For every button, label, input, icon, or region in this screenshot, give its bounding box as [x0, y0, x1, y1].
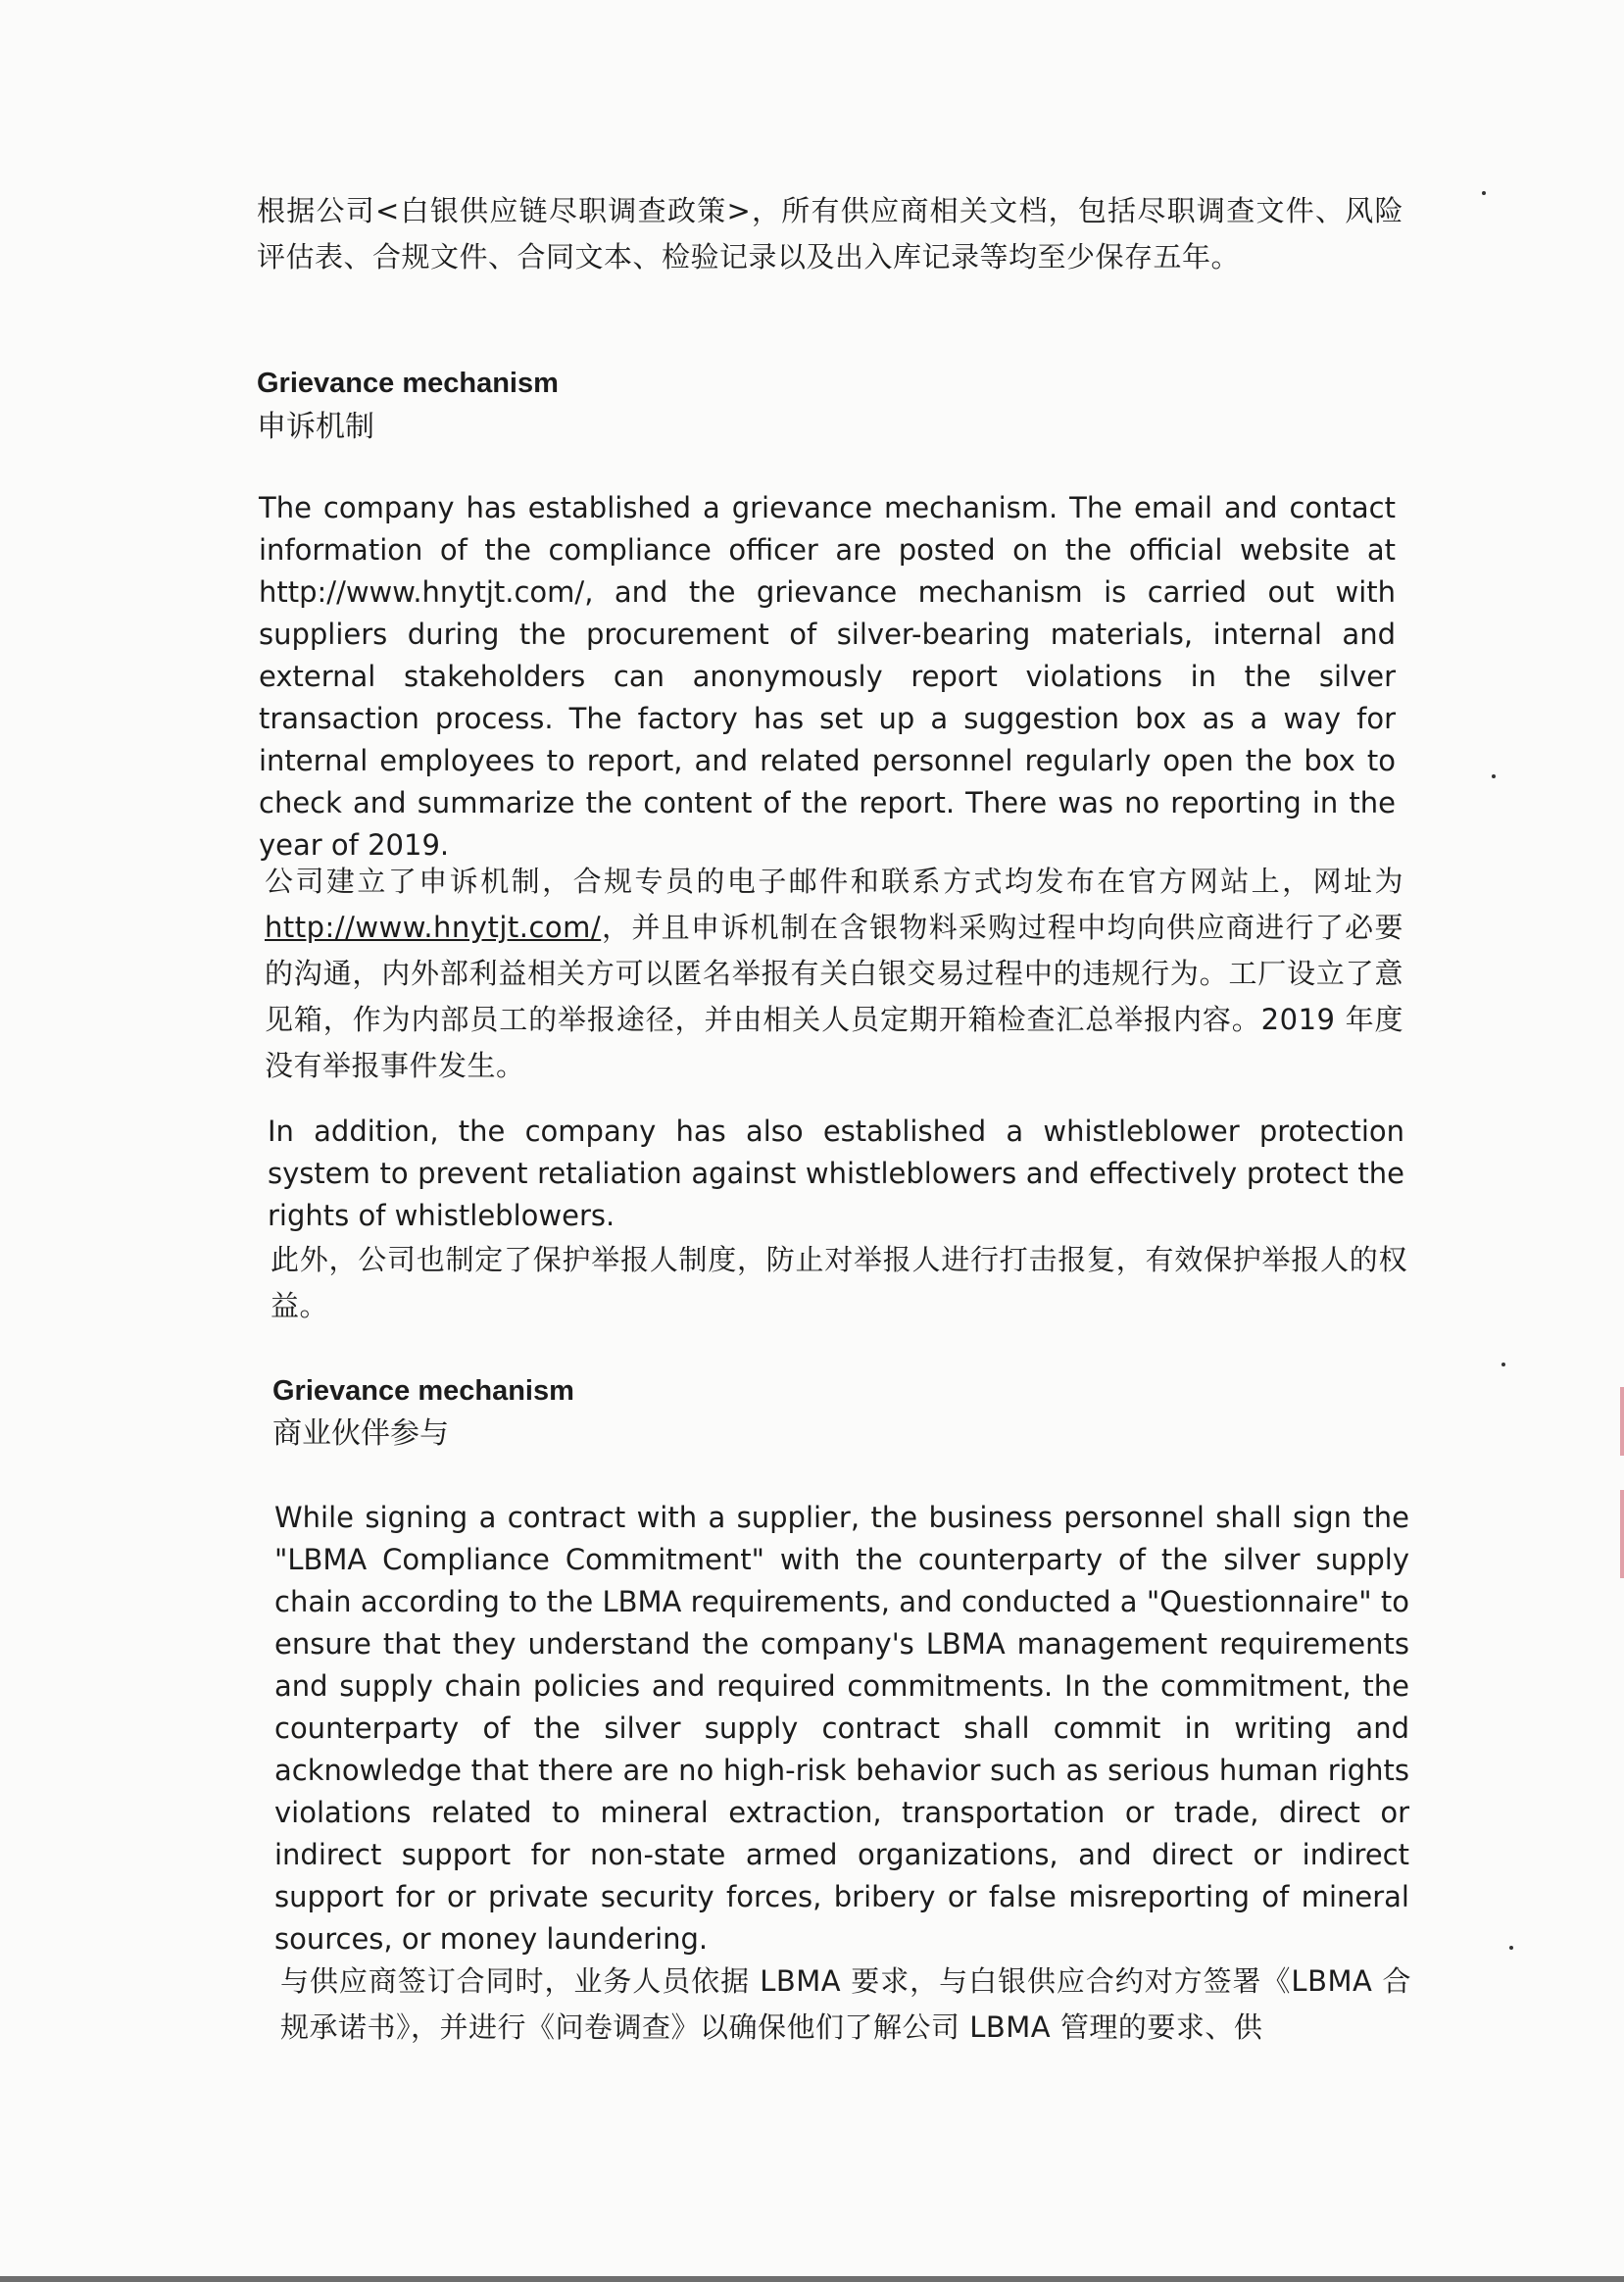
grievance-cn-text-1: 公司建立了申诉机制，合规专员的电子邮件和联系方式均发布在官方网站上，网址为	[265, 865, 1403, 898]
scan-bottom-edge	[0, 2276, 1624, 2282]
scan-speck	[1501, 1363, 1505, 1366]
grievance-paragraph-en: The company has established a grievance mechanism. The email and contact information of the compliance officer are posted on the official website at http://www.hnytjt.com/, and the grievance mechanism is carried out with suppliers during the procurement of silver-bearing materials, internal and external stakeholders can anonymously report violations in the silver transaction process. The factory has set up a suggestion box as a way for internal employees to report, and related personnel regularly open the box to check and summarize the content of the report. There was no reporting in the year of 2019.	[259, 491, 1396, 862]
scan-speck	[1492, 774, 1496, 778]
grievance-heading-cn: 申诉机制	[257, 410, 374, 444]
scan-edge-mark	[1620, 1490, 1624, 1578]
scan-speck	[1509, 1946, 1513, 1950]
grievance-heading-en: Grievance mechanism	[257, 368, 559, 399]
whistleblower-paragraph-cn: 此外，公司也制定了保护举报人制度，防止对举报人进行打击报复，有效保护举报人的权益。	[271, 1243, 1407, 1322]
website-link[interactable]: http://www.hnytjt.com/	[265, 911, 602, 944]
partner-heading-cn: 商业伙伴参与	[272, 1416, 449, 1451]
scan-speck	[1482, 191, 1486, 195]
grievance-cn-text-2: ，并且申诉机制在含银物料采购过程中均向供应商进行了必要的沟通，内外部利益相关方可以匿名举报有关白银交易过程中的违规行为。工厂设立了意见箱，作为内部员工的举报途径，并由相关人员定期开箱检查汇总举报内容。2019 年度没有举报事件发生。	[265, 911, 1403, 1082]
partner-paragraph-en: While signing a contract with a supplier, the business personnel shall sign the "LBMA Compliance Commitment" with the counterparty of the silver supply chain according to the LBMA requirements, and conducted a "Questionnaire" to ensure that they understand the company's LBMA management requirements and supply chain policies and required commitments. In the commitment, the counterparty of the silver supply contract shall commit in writing and acknowledge that there are no high-risk behavior such as serious human rights violations related to mineral extraction, transportation or trade, direct or indirect support for non-state armed organizations, and direct or indirect support for or private security forces, bribery or false misreporting of mineral sources, or money laundering.	[274, 1501, 1409, 1956]
scan-edge-mark	[1620, 1387, 1624, 1456]
grievance-paragraph-cn	[265, 859, 1403, 1089]
retention-paragraph-cn: 根据公司<白银供应链尽职调查政策>，所有供应商相关文档，包括尽职调查文件、风险评估表、合规文件、合同文本、检验记录以及出入库记录等均至少保存五年。	[257, 194, 1403, 273]
partner-heading-en: Grievance mechanism	[272, 1375, 574, 1407]
whistleblower-paragraph-en: In addition, the company has also established a whistleblower protection system to prevent retaliation against whistleblowers and effectively protect the rights of whistleblowers.	[268, 1115, 1404, 1232]
partner-paragraph-cn: 与供应商签订合同时，业务人员依据 LBMA 要求，与白银供应合约对方签署《LBMA 合规承诺书》，并进行《问卷调查》以确保他们了解公司 LBMA 管理的要求、供	[280, 1964, 1411, 2044]
